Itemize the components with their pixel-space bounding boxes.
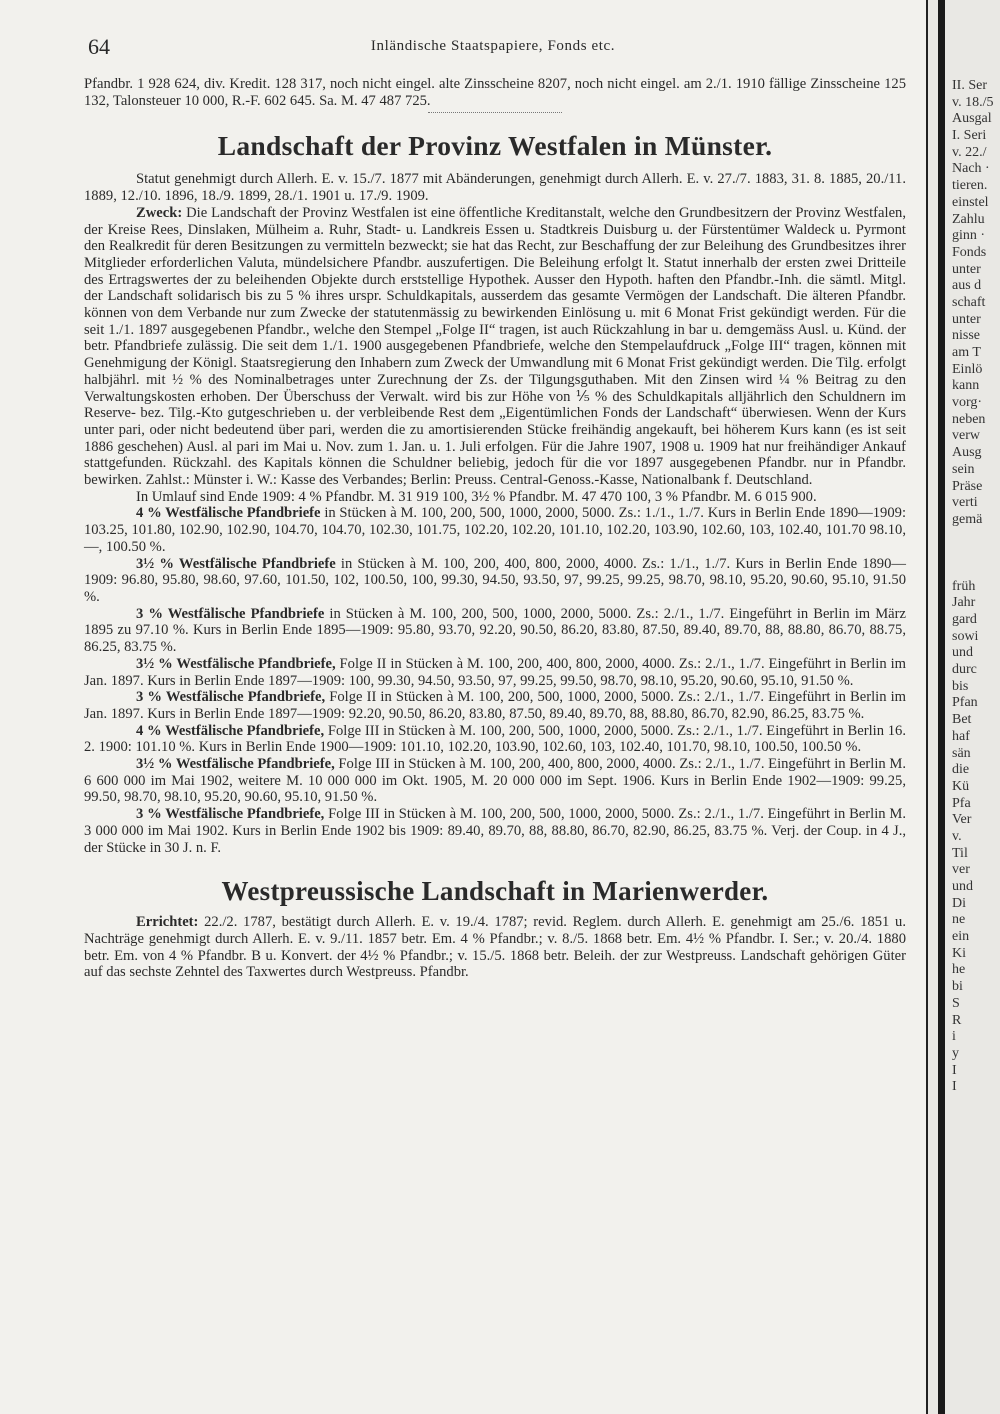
loan-issue-name: 3½ % Westfälische Pfandbriefe: [136, 555, 336, 572]
founded-label: Errichtet:: [136, 914, 199, 931]
margin-fragment: I: [952, 1079, 957, 1095]
founded-paragraph: [84, 914, 906, 981]
margin-fragment: haf: [952, 728, 970, 744]
margin-fragment: ginn ·: [952, 228, 986, 244]
margin-fragment: gard: [952, 612, 977, 627]
margin-fragment: II. Ser: [952, 78, 987, 93]
margin-fragment: bi: [952, 979, 963, 995]
margin-fragment: früh: [952, 578, 976, 594]
margin-fragment: sän: [952, 745, 971, 761]
facing-page-fragments: [952, 78, 1000, 1096]
margin-fragment: verti: [952, 495, 978, 511]
loan-issue-name: 3 % Westfälische Pfandbriefe: [136, 605, 325, 622]
section-title-westpreussen: Westpreussische Landschaft in Marienwerder.: [221, 876, 769, 907]
margin-fragment: Nach ·: [952, 161, 990, 177]
margin-fragment: v. 18./5: [952, 94, 994, 110]
loan-issue-name: 4 % Westfälische Pfandbriefe,: [136, 722, 325, 739]
purpose-label: Zweck:: [136, 204, 183, 221]
loan-issue-text: Folge III in Stücken à M. 100, 200, 400, 800, 2000, 4000. Zs.: 2./1., 1./7. Eingeführt in Berlin M. 6 600 000 im Mai 1902, weitere M. 10 000 000 im Okt. 1905, M. 20 000 000 im Sept. 1906. Kurs in Berlin Ende 1902—1909: 99.25, 99.50, 98.70, 98.10, 95.20, 90.60, 95.10, 91.50 %.: [84, 756, 906, 806]
margin-fragment: bis: [952, 678, 969, 694]
loan-issue-text: Folge II in Stücken à M. 100, 200, 500, 1000, 2000, 5000. Zs.: 2./1., 1./7. Eingeführt in Berlin im Jan. 1897. Kurs in Berlin Ende 1897—1909: 92.20, 90.50, 86.20, 83.80, 87.50, 89.40, 89.70, 88, 88.80, 86.70, 82.90, 86.25, 83.75 %.: [84, 689, 907, 722]
margin-fragment: Bet: [952, 712, 972, 728]
margin-fragment: I. Seri: [952, 128, 987, 144]
loan-issue: [84, 606, 906, 656]
circulation-paragraph: In Umlauf sind Ende 1909: 4 % Pfandbr. M. 31 919 100, 3½ % Pfandbr. M. 47 470 100, 3 % Pfandbr. M. 6 015 900.: [136, 488, 817, 505]
margin-gap: [952, 562, 1000, 579]
margin-fragment: die: [952, 762, 970, 778]
margin-fragment: Einlö: [952, 361, 983, 377]
margin-fragment: Ver: [952, 812, 972, 828]
loan-issue: [84, 556, 906, 606]
loan-issue: [84, 505, 906, 555]
loan-issue-text: in Stücken à M. 100, 200, 500, 1000, 2000, 5000. Zs.: 2./1., 1./7. Eingeführt in Berlin im März 1895 zu 97.10 %. Kurs in Berlin Ende 1895—1909: 95.80, 93.70, 92.20, 90.50, 86.20, 83.80, 87.50, 89.40, 89.70, 88, 88.80, 86.70, 88.75, 86.25, 83.75 %.: [84, 605, 906, 656]
loan-issue-text: in Stücken à M. 100, 200, 400, 800, 2000, 4000. Zs.: 1./1., 1./7. Kurs in Berlin Ende 1890—1909: 96.80, 95.80, 98.60, 97.60, 101.50, 102, 100.50, 100, 99.30, 94.50, 93.50, 97, 99.25, 99.25, 98.70, 98.10, 95.20, 90.60, 95.10, 91.50 %.: [84, 555, 906, 605]
margin-fragment: y: [952, 1045, 959, 1061]
margin-fragment: Til: [952, 845, 968, 861]
margin-fragment: ein: [952, 929, 970, 945]
loan-issue-text: Folge III in Stücken à M. 100, 200, 500, 1000, 2000, 5000. Zs.: 2./1., 1./7. Eingeführt in Berlin M. 3 000 000 im Mai 1902. Kurs in Berlin Ende 1902 bis 1909: 89.40, 89.70, 88, 88.80, 86.70, 82.90, 86.25, 83.75 %. Verj. der Coup. in 4 J., der Stücke in 30 J. n. F.: [84, 806, 906, 856]
loan-issue-name: 3 % Westfälische Pfandbriefe,: [136, 806, 325, 823]
margin-fragment: ne: [952, 912, 966, 928]
margin-fragment: Pfa: [952, 795, 971, 811]
margin-fragment: verw: [952, 428, 980, 444]
loan-issue-name: 3 % Westfälische Pfandbriefe,: [136, 689, 326, 706]
margin-fragment: Pfan: [952, 695, 978, 711]
text-column: [84, 76, 906, 981]
margin-fragment: am T: [952, 345, 981, 360]
margin-fragment: v. 22./: [952, 144, 987, 160]
margin-fragment: Fonds: [952, 244, 987, 260]
margin-fragment: he: [952, 962, 966, 978]
margin-fragment: Ki: [952, 945, 966, 961]
margin-fragment: neben: [952, 411, 986, 427]
margin-fragment: S: [952, 995, 960, 1011]
margin-fragment: durc: [952, 662, 977, 678]
margin-fragment: Jahr: [952, 595, 976, 611]
section-divider: [428, 112, 562, 113]
margin-fragment: Di: [952, 895, 966, 911]
margin-gap: [952, 529, 1000, 546]
loan-issue: [84, 656, 906, 689]
margin-fragment: Ausg: [952, 445, 982, 461]
loan-issue-name: 3½ % Westfälische Pfandbriefe,: [136, 655, 336, 672]
running-head-title: Inländische Staatspapiere, Fonds etc.: [370, 38, 616, 54]
margin-fragment: vorg·: [952, 395, 983, 411]
intro-paragraph: Pfandbr. 1 928 624, div. Kredit. 128 317, noch nicht eingel. alte Zinsscheine 8207, noch nicht eingel. am 2./1. 1910 fällige Zinsscheine 125 132, Talonsteuer 10 000, R.-F. 602 645. Sa. M. 47 487 725.: [84, 76, 906, 109]
margin-fragment: Zahlu: [952, 211, 985, 227]
margin-fragment: I: [952, 1062, 957, 1078]
founded-text: 22./2. 1787, bestätigt durch Allerh. E. v. 19./4. 1787; revid. Reglem. durch Allerh. E. genehmigt am 25./6. 1851 u. Nachträge genehmigt durch Allerh. E. v. 9./11. 1857 betr. Em. 4 % Pfandbr.; v. 8./5. 1868 betr. Em. 4½ % Pfandbr. I. Ser.; v. 20./4. 1880 betr. Em. von 4 % Pfandbr. B u. Konvert. der 4½ % Pfandbr.; v. 15./5. 1868 betr. Beleih. der zur Westpreuss. Landschaft gehörigen Güter auf das sechste Zehntel des Taxwertes durch Westpreuss. Pfandbr.: [84, 914, 906, 981]
page-number: 64: [88, 34, 110, 59]
purpose-text: Die Landschaft der Provinz Westfalen ist eine öffentliche Kreditanstalt, welche den Grundbesitzern der Provinz Westfalen, der Kreise Rees, Dinslaken, Mülheim a. Ruhr, Stadt- u. Landkreis Essen u. Stadtkreis Duisburg u. der Fürstentümer Waldeck u. Pyrmont den Realkredit für deren Besitzungen zu vermitteln bezweckt; sie hat das Recht, zur Beschaffung der zur Beleihung des Grundbesitzes ihrer Mitglieder erforderlichen Valuta, mündelsichere Pfandbr. auszufertigen. Die Beleihung erfolgt lt. Statut innerhalb der ersten zwei Dritteile des Ertragswertes der zu beleihenden Objekte durch erststellige Hypothek. Ausser den Hypoth. haften den Pfandbr.-Inh. die sämtl. Mitgl. der Landschaft solidarisch bis zu 5 % ihres urspr. Schuldkapitals, ausserdem das gesamte Vermögen der Landschaft. Die älteren Pfandbr. können von dem Verbande nur zum Zwecke der statutenmässig zu bewirkenden Einlösung u. mit 6 Monat Frist gekündigt werden. Für die seit 1./1. 1897 ausgegebenen Pfandbr., welche den Stempel „Folge II“ tragen, ist auch Rückzahlung in bar u. demgemäss Ausl. u. Künd. der betr. Pfandbriefe zulässig. Die seit dem 1./1. 1900 ausgegebenen Pfandbriefe, welche den Stempelaufdruck „Folge III“ tragen, können mit Genehmigung der Königl. Staatsregierung den Inhabern zum Zweck der Umwandlung mit 6 Monat Frist gekündigt werden. Die Tilg. erfolgt halbjährl. mit ½ % des Nominalbetrages unter Zurechnung der Zs. der Tilgungsguthaben. Mit den Zinsen wird ¼ % Beitrag zu den Verwaltungskosten erhoben. Der Überschuss der Verwalt. wird bis zur Höhe von ⅕ % des Schuldkapitals alljährlich den Schuldnern im Reserve- bez. Tilg.-Kto gutgeschrieben u. der verbleibende Rest dem „Eigentümlichen Fonds der Landschaft“ überwiesen. Wenn der Kurs unter pari, oder nicht bedeutend über pari, werden die zu amortisierenden Stücke freihändig angekauft, bei höherem Kurs kann (es ist seit 1886 geschehen) Ausl. al pari im Mai u. Nov. zum 1. Jan. u. 1. Juli erfolgen. Für die Jahre 1907, 1908 u. 1909 hat nur freihändiger Ankauf stattgefunden. Rückzahl. des Kapitals können die Schuldner beliebig, jedoch für die vor 1897 ausgegebenen Pfandbr. nur in Pfandbr. bewirken. Zahlst.: Münster i. W.: Kasse des Verbandes; Berlin: Preuss. Central-Genoss.-Kasse, Nationalbank f. Deutschland.: [84, 204, 906, 489]
margin-fragment: tieren.: [952, 178, 988, 194]
loan-issue-text: Folge II in Stücken à M. 100, 200, 400, 800, 2000, 4000. Zs.: 2./1., 1./7. Eingeführt in Berlin im Jan. 1897. Kurs in Berlin Ende 1897—1909: 100, 99.30, 94.50, 93.50, 97, 99.25, 99.50, 98.70, 98.10, 95.20, 90.60, 95.10, 91.50 %.: [84, 655, 906, 689]
margin-fragment: kann: [952, 378, 980, 394]
loan-issue: [84, 723, 906, 756]
margin-fragment: nisse: [952, 328, 980, 344]
loan-issue: [84, 689, 906, 722]
margin-fragment: v.: [952, 828, 962, 844]
book-spine: [938, 0, 945, 1414]
margin-fragment: Präse: [952, 478, 983, 494]
purpose-paragraph: [84, 205, 906, 489]
margin-fragment: gemä: [952, 511, 983, 527]
loan-issue-name: 3½ % Westfälische Pfandbriefe,: [136, 756, 335, 773]
margin-fragment: und: [952, 645, 973, 661]
loan-issue: [84, 806, 906, 856]
margin-fragment: einstel: [952, 194, 989, 210]
margin-fragment: sowi: [952, 628, 979, 644]
margin-fragment: ver: [952, 862, 970, 878]
margin-fragment: sein: [952, 461, 975, 477]
margin-gap: [952, 545, 1000, 562]
running-head: [88, 34, 898, 60]
statute-paragraph: Statut genehmigt durch Allerh. E. v. 15./7. 1877 mit Abänderungen, genehmigt durch Allerh. E. v. 27./7. 1883, 31. 8. 1885, 20./11. 1889, 12./10. 1896, 18./9. 1899, 28./1. 1901 u. 17./9. 1909.: [84, 171, 906, 205]
loan-issue-text: Folge III in Stücken à M. 100, 200, 500, 1000, 2000, 5000. Zs.: 2./1., 1./7. Eingeführt in Berlin 16. 2. 1900: 101.10 %. Kurs in Berlin Ende 1900—1909: 101.10, 102.20, 103.90, 102.60, 103, 102.40, 101.70, 98.10, 100.50, 100.50 %.: [84, 722, 907, 756]
margin-fragment: Kü: [952, 778, 970, 794]
margin-fragment: unter: [952, 311, 981, 327]
margin-fragment: und: [952, 879, 973, 894]
loan-issue-text: in Stücken à M. 100, 200, 500, 1000, 2000, 5000. Zs.: 1./1., 1./7. Kurs in Berlin Ende 1890—1909: 103.25, 101.80, 102.90, 102.90, 104.70, 104.70, 102.30, 101.75, 102.20, 102.20, 101.10, 102.20, 103.90, 102.60, 103, 102.40, 101.70 98.10, —, 100.50 %.: [84, 505, 907, 555]
margin-fragment: Ausgal: [952, 111, 992, 127]
margin-fragment: schaft: [952, 294, 986, 310]
margin-fragment: aus d: [952, 278, 982, 294]
loan-issue: [84, 756, 906, 806]
loan-issue-name: 4 % Westfälische Pfandbriefe: [136, 505, 321, 522]
section-title-westfalen: Landschaft der Provinz Westfalen in Münster.: [217, 130, 773, 162]
margin-fragment: i: [952, 1029, 956, 1045]
margin-fragment: R: [952, 1012, 962, 1028]
margin-fragment: unter: [952, 261, 981, 277]
